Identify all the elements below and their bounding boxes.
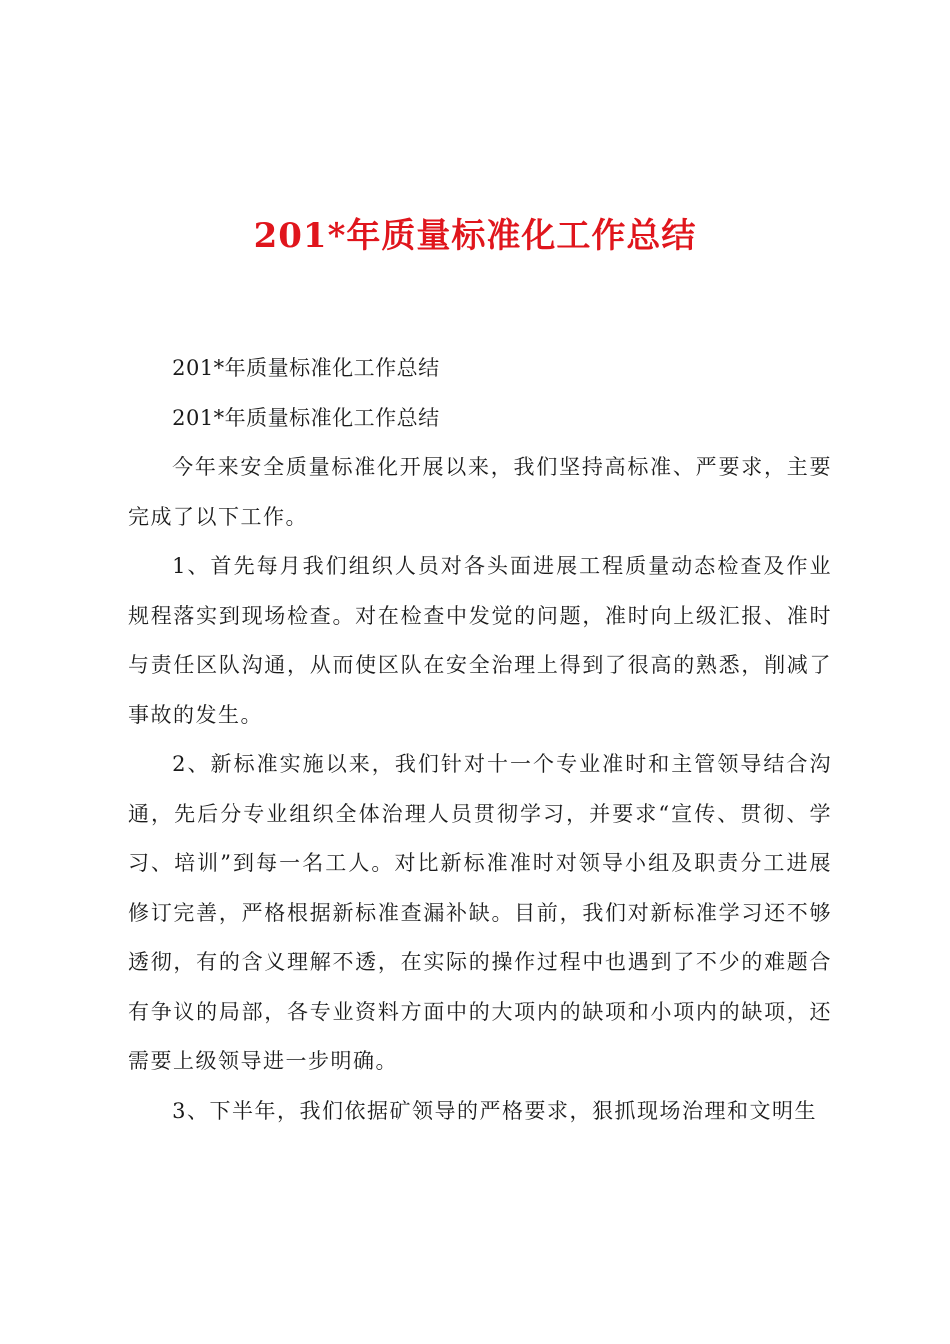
item-2-paragraph: 2、新标准实施以来，我们针对十一个专业准时和主管领导结合沟通，先后分专业组织全体治理人员贯彻学习，并要求“宣传、贯彻、学习、培训”到每一名工人。对比新标准准时对领导小组及职责分工进展修订完善，严格根据新标准查漏补缺。目前，我们对新标准学习还不够透彻，有的含义理解不透，在实际的操作过程中也遇到了不少的难题合有争议的局部，各专业资料方面中的大项内的缺项和小项内的缺项，还需要上级领导进一步明确。 — [128, 752, 832, 1073]
subtitle-line-2: 201*年质量标准化工作总结 — [172, 405, 440, 430]
item-3-paragraph: 3、下半年，我们依据矿领导的严格要求，狠抓现场治理和文明生 — [172, 1098, 817, 1123]
document-title: 201*年质量标准化工作总结 — [253, 216, 697, 256]
subtitle-line-1: 201*年质量标准化工作总结 — [172, 356, 440, 380]
item-1-paragraph: 1、首先每月我们组织人员对各头面进展工程质量动态检查及作业规程落实到现场检查。对在检查中发觉的问题，准时向上级汇报、准时与责任区队沟通，从而使区队在安全治理上得到了很高的熟悉，削减了事故的发生。 — [128, 554, 832, 727]
document-body — [128, 344, 832, 1136]
intro-paragraph: 今年来安全质量标准化开展以来，我们坚持高标准、严要求，主要完成了以下工作。 — [128, 455, 832, 529]
